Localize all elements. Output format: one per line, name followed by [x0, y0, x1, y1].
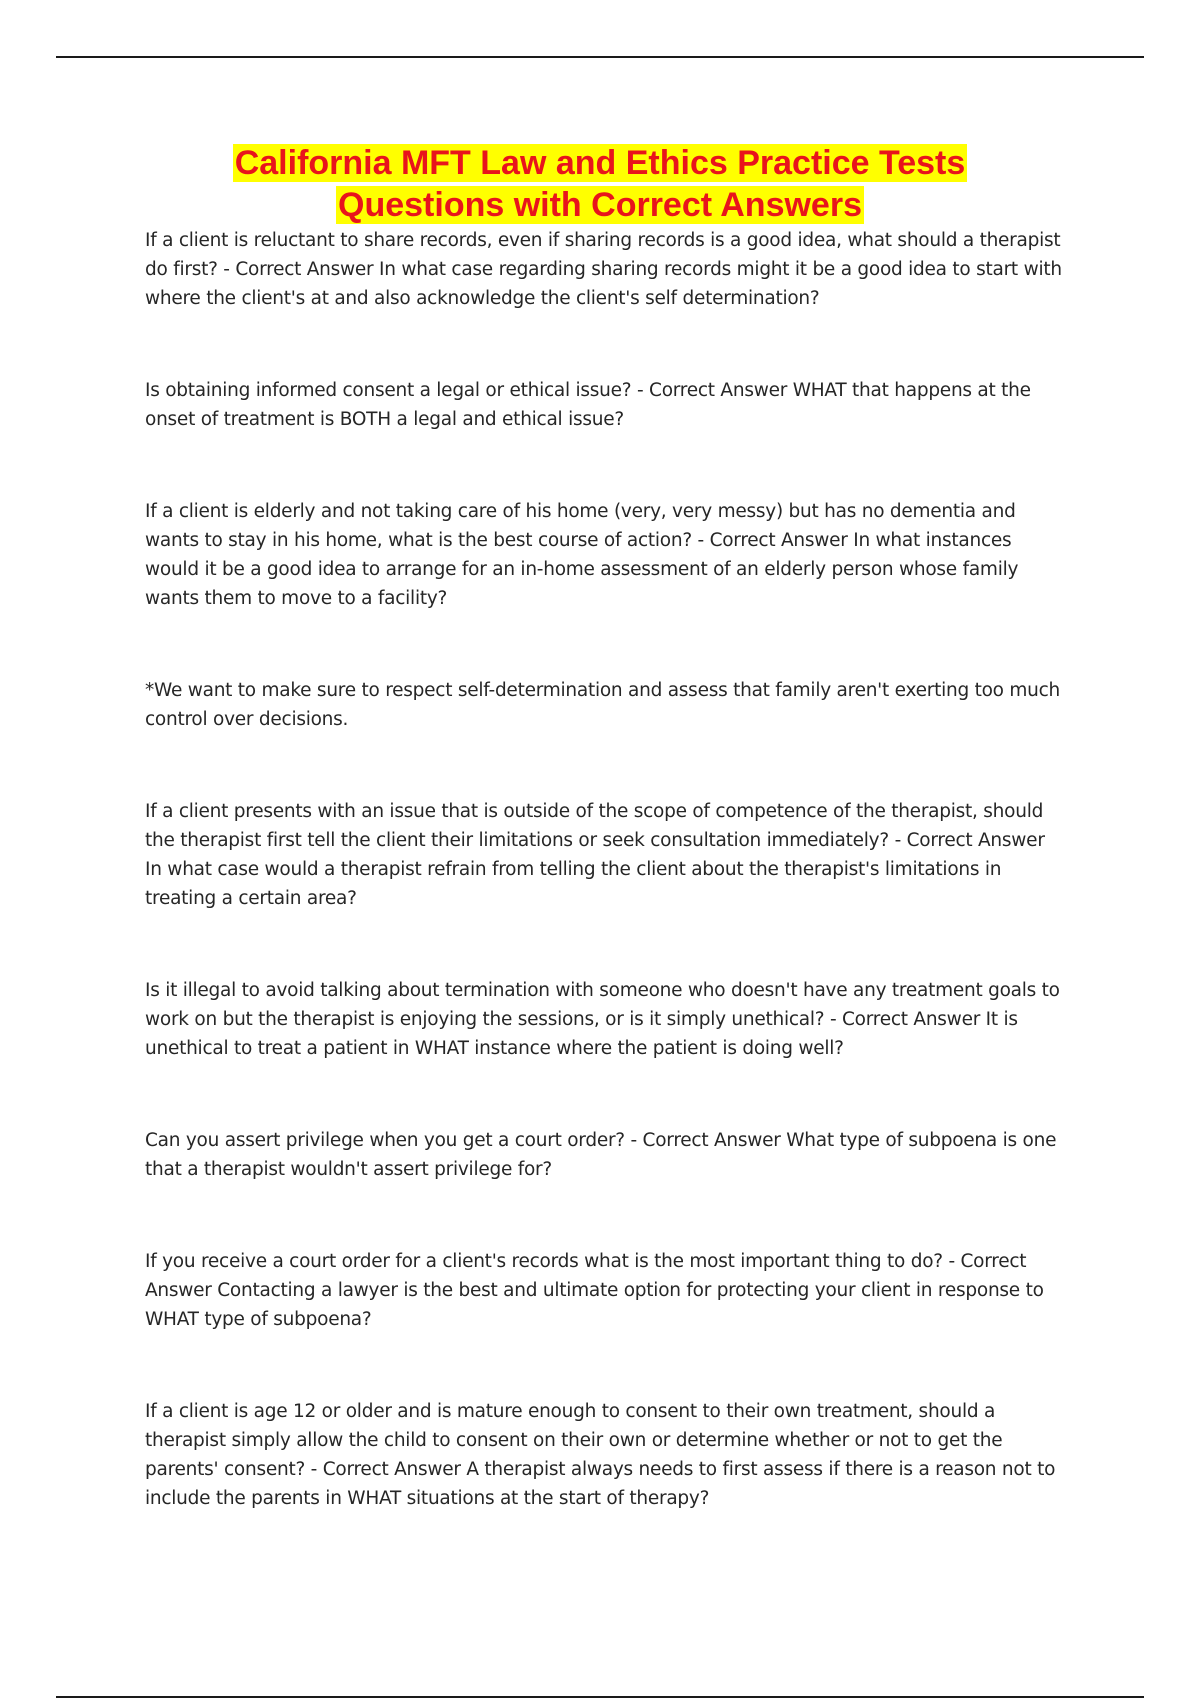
title-line-2: Questions with Correct Answers	[338, 186, 862, 224]
qa-entry-7: If you receive a court order for a client's records what is the most important thing to do? - Correct Answer Contacting a lawyer is the best and ultimate option for protecting your client in response to WHAT type of subpoena?	[145, 1251, 1044, 1330]
qa-entry-1: If a client is reluctant to share records, even if sharing records is a good idea, what should a therapist do first? - Correct Answer In what case regarding sharing records might it be a good idea to start with where the client's at and also acknowledge the client's self determination?	[145, 230, 1062, 309]
bottom-rule	[56, 1696, 1144, 1698]
title-line-1: California MFT Law and Ethics Practice Tests	[234, 144, 966, 182]
qa-entry-2: Is obtaining informed consent a legal or ethical issue? - Correct Answer WHAT that happens at the onset of treatment is BOTH a legal and ethical issue?	[145, 380, 1031, 430]
qa-entry-8: If a client is age 12 or older and is mature enough to consent to their own treatment, should a therapist simply allow the child to consent on their own or determine whether or not to get the parents' consent? - Correct Answer A therapist always needs to first assess if there is a reason not to include the parents in WHAT situations at the start of therapy?	[145, 1401, 1056, 1509]
qa-note: *We want to make sure to respect self-determination and assess that family aren't exerting too much control over decisions.	[145, 680, 1060, 730]
document-title	[56, 142, 1144, 226]
top-rule	[56, 56, 1144, 58]
document-body	[145, 226, 1065, 1513]
qa-entry-3: If a client is elderly and not taking care of his home (very, very messy) but has no dementia and wants to stay in his home, what is the best course of action? - Correct Answer In what instances would it be a good idea to arrange for an in-home assessment of an elderly person whose family wants them to move to a facility?	[145, 501, 1019, 609]
qa-entry-6: Can you assert privilege when you get a court order? - Correct Answer What type of subpoena is one that a therapist wouldn't assert privilege for?	[145, 1130, 1057, 1180]
qa-entry-4: If a client presents with an issue that is outside of the scope of competence of the therapist, should the therapist first tell the client their limitations or seek consultation immediately? - Correct Answer In what case would a therapist refrain from telling the client about the therapist's limitations in treating a certain area?	[145, 801, 1045, 909]
qa-entry-5: Is it illegal to avoid talking about termination with someone who doesn't have any treatment goals to work on but the therapist is enjoying the sessions, or is it simply unethical? - Correct Answer It is unethical to treat a patient in WHAT instance where the patient is doing well?	[145, 980, 1060, 1059]
